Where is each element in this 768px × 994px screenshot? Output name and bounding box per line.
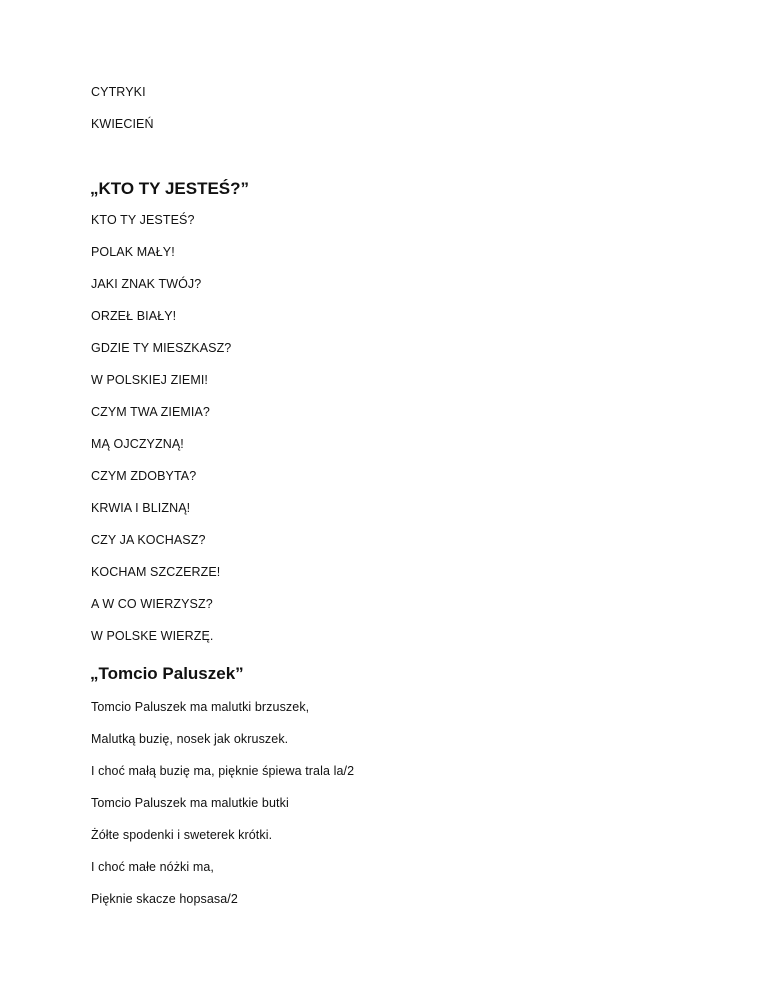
poem-line: POLAK MAŁY! xyxy=(91,245,175,259)
song-title-kto-ty-jestes: „KTO TY JESTEŚ?” xyxy=(90,179,250,198)
song-line: I choć małą buzię ma, pięknie śpiewa trala la/2 xyxy=(91,764,355,778)
song-line: Tomcio Paluszek ma malutki brzuszek, xyxy=(91,700,310,714)
poem-line: W POLSKIEJ ZIEMI! xyxy=(91,373,208,387)
poem-line: JAKI ZNAK TWÓJ? xyxy=(91,277,202,291)
poem-line: CZY JA KOCHASZ? xyxy=(91,533,206,547)
song-line: I choć małe nóżki ma, xyxy=(91,860,214,874)
poem-line: MĄ OJCZYZNĄ! xyxy=(91,437,184,451)
group-name: CYTRYKI xyxy=(91,85,146,99)
song-line: Pięknie skacze hopsasa/2 xyxy=(91,892,238,906)
poem-line: KRWIA I BLIZNĄ! xyxy=(91,501,191,515)
poem-line: GDZIE TY MIESZKASZ? xyxy=(91,341,232,355)
song-line: Malutką buzię, nosek jak okruszek. xyxy=(91,732,289,746)
song-title-tomcio-paluszek: „Tomcio Paluszek” xyxy=(90,664,244,683)
poem-line: W POLSKE WIERZĘ. xyxy=(91,629,214,643)
poem-line: KOCHAM SZCZERZE! xyxy=(91,565,221,579)
song-line: Żółte spodenki i sweterek krótki. xyxy=(91,828,273,842)
month-label: KWIECIEŃ xyxy=(91,117,154,131)
poem-line: KTO TY JESTEŚ? xyxy=(91,213,195,227)
poem-line: A W CO WIERZYSZ? xyxy=(91,597,213,611)
poem-line: CZYM ZDOBYTA? xyxy=(91,469,197,483)
poem-line: ORZEŁ BIAŁY! xyxy=(91,309,177,323)
song-line: Tomcio Paluszek ma malutkie butki xyxy=(91,796,289,810)
poem-line: CZYM TWA ZIEMIA? xyxy=(91,405,210,419)
